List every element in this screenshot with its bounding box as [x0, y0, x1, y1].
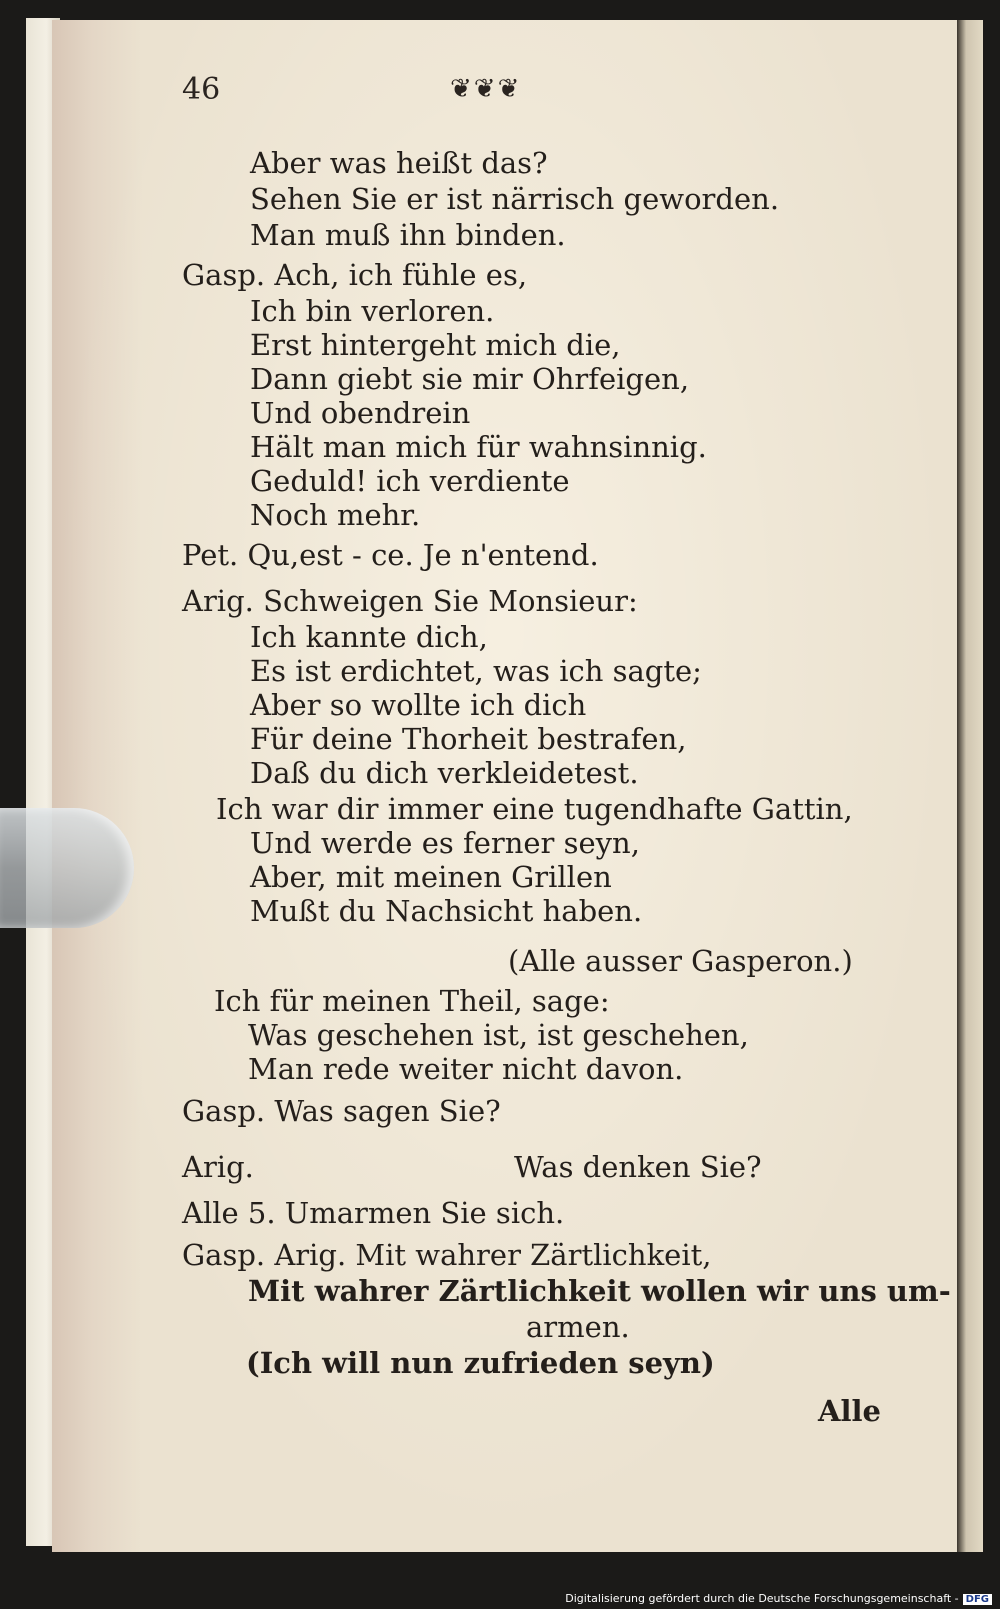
text-line: Erst hintergeht mich die,	[250, 328, 621, 362]
text-line: Man muß ihn binden.	[250, 218, 566, 252]
text-line: Aber, mit meinen Grillen	[250, 860, 612, 894]
text-line: Und obendrein	[250, 396, 471, 430]
text-line: Man rede weiter nicht davon.	[248, 1052, 684, 1086]
text-line: Ich war dir immer eine tugendhafte Gattin,	[216, 792, 853, 826]
text-line: Geduld! ich verdiente	[250, 464, 570, 498]
text-line: Ich bin verloren.	[250, 294, 495, 328]
text-line: Gasp. Ach, ich fühle es,	[182, 258, 528, 292]
text-line: Daß du dich verkleidetest.	[250, 756, 639, 790]
page-clip	[0, 808, 134, 928]
text-line: Arig.	[182, 1150, 254, 1184]
text-line: Gasp. Was sagen Sie?	[182, 1094, 501, 1128]
footer-credit	[565, 1592, 992, 1605]
text-line: Gasp. Arig. Mit wahrer Zärtlichkeit,	[182, 1238, 712, 1272]
text-line: Was denken Sie?	[514, 1150, 762, 1184]
catchword: Alle	[818, 1394, 881, 1428]
footer-text: Digitalisierung gefördert durch die Deutsche Forschungsgemeinschaft -	[565, 1592, 959, 1605]
page-gutter-edge	[957, 20, 983, 1552]
text-line: Für deine Thorheit bestrafen,	[250, 722, 687, 756]
text-line: (Alle ausser Gasperon.)	[508, 944, 853, 978]
dfg-logo: DFG	[963, 1594, 992, 1605]
header-ornament-icon: ❦❦❦	[450, 74, 522, 104]
text-line: Pet. Qu,est - ce. Je n'entend.	[182, 538, 599, 572]
text-line: Es ist erdichtet, was ich sagte;	[250, 654, 702, 688]
text-line: Arig. Schweigen Sie Monsieur:	[182, 584, 638, 618]
text-line: Aber so wollte ich dich	[250, 688, 587, 722]
text-line: Ich kannte dich,	[250, 620, 488, 654]
text-line: Hält man mich für wahnsinnig.	[250, 430, 707, 464]
text-line: Dann giebt sie mir Ohrfeigen,	[250, 362, 690, 396]
page-number: 46	[182, 72, 221, 107]
text-line: armen.	[526, 1310, 630, 1344]
text-line: Und werde es ferner seyn,	[250, 826, 640, 860]
text-line: Was geschehen ist, ist geschehen,	[248, 1018, 749, 1052]
text-line: Sehen Sie er ist närrisch geworden.	[250, 182, 780, 216]
text-line: (Ich will nun zufrieden seyn)	[246, 1346, 715, 1380]
text-line: Alle 5. Umarmen Sie sich.	[182, 1196, 565, 1230]
text-line: Aber was heißt das?	[250, 146, 548, 180]
text-line: Ich für meinen Theil, sage:	[214, 984, 610, 1018]
text-line: Noch mehr.	[250, 498, 421, 532]
text-line: Mit wahrer Zärtlichkeit wollen wir uns um-	[248, 1274, 951, 1308]
text-line: Mußt du Nachsicht haben.	[250, 894, 643, 928]
